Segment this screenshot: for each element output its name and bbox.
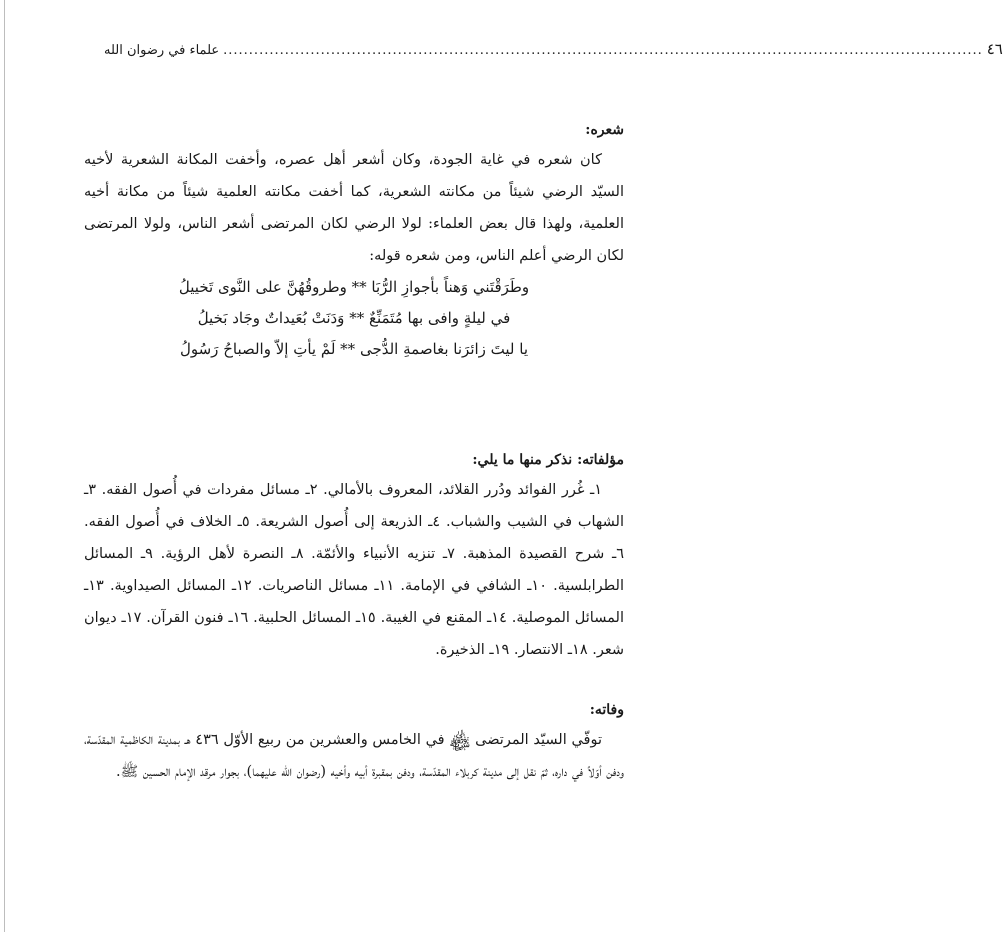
page-number: ٤٦	[986, 40, 1003, 58]
page-edge-line	[4, 0, 5, 932]
paragraph-works: ١ـ غُرر الفوائد ودُرر القلائد، المعروف بالأمالي. ٢ـ مسائل مفردات في أُصول الفقه. ٣ـ الشهاب في الشيب والشباب. ٤ـ الذريعة إلى أُصول الشريعة. ٥ـ الخلاف في أُصول الفقه. ٦ـ شرح القصيدة المذهبة. ٧ـ تنزيه الأنبياء والأئمّة. ٨ـ النصرة لأهل الرؤية. ٩ـ المسائل الطرابلسية. ١٠ـ الشافي في الإمامة. ١١ـ مسائل الناصريات. ١٢ـ المسائل الصيداوية. ١٣ـ المسائل الموصلية. ١٤ـ المقنع في الغيبة. ١٥ـ المسائل الحلبية. ١٦ـ فنون القرآن. ١٧ـ ديوان شعر. ١٨ـ الانتصار. ١٩ـ الذخيرة.	[84, 482, 624, 658]
section-heading-death: وفاته:	[589, 702, 624, 718]
section-heading-poetry: شعره:	[585, 122, 624, 138]
section-works	[84, 452, 624, 666]
verse-line: في ليلةٍ وافى بها مُتَمَنِّعٌ ** وَدَنَتْ بُعَيداتٌ وجَاد بَخيلُ	[197, 309, 511, 327]
verse-block	[84, 272, 624, 365]
running-title: علماء في رضوان الله	[104, 43, 220, 58]
paragraph-poetry: كان شعره في غاية الجودة، وكان أشعر أهل عصره، وأخفت المكانة الشعرية لأخيه السيّد الرضي شيئاً من مكانته الشعرية، كما أخفت مكانته العلمية شيئاً من مكانة أخيه العلمية، ولهذا قال بعض العلماء: لولا الرضي لكان المرتضى أشعر الناس، ولولا المرتضى لكان الرضي أعلم الناس، ومن شعره قوله:	[84, 152, 624, 264]
leader-dots: ....................................................................................................................................................	[223, 43, 983, 58]
verse-line: يا ليتَ زائرَنا بغاصمةِ الدُّجى ** لَمْ يأتِ إلاّ والصباحُ رَسُولُ	[179, 340, 529, 358]
section-heading-works: مؤلفاته: نذكر منها ما يلي:	[472, 452, 624, 468]
running-header	[104, 40, 1003, 62]
verse-line: وطَرَقْتَني وَهناً بأجوازِ الرُّبَا ** وطروقُهُنَّ على النَّوى تَخييلُ	[178, 278, 530, 296]
section-death	[84, 702, 624, 788]
paragraph-death: توفّي السيّد المرتضى ﷾ في الخامس والعشرين من ربيع الأوّل ٤٣٦ هـ بمدينة الكاظمية المقدّسة، ودفن أوّلاً في داره، ثمّ نقل إلى مدينة كربلاء المقدّسة، ودفن بمقبرة أبيه وأخيه (رضوان الله عليهما)، بجوار مرقد الإمام الحسين ﷺ.	[84, 732, 624, 780]
section-poetry	[84, 122, 624, 365]
